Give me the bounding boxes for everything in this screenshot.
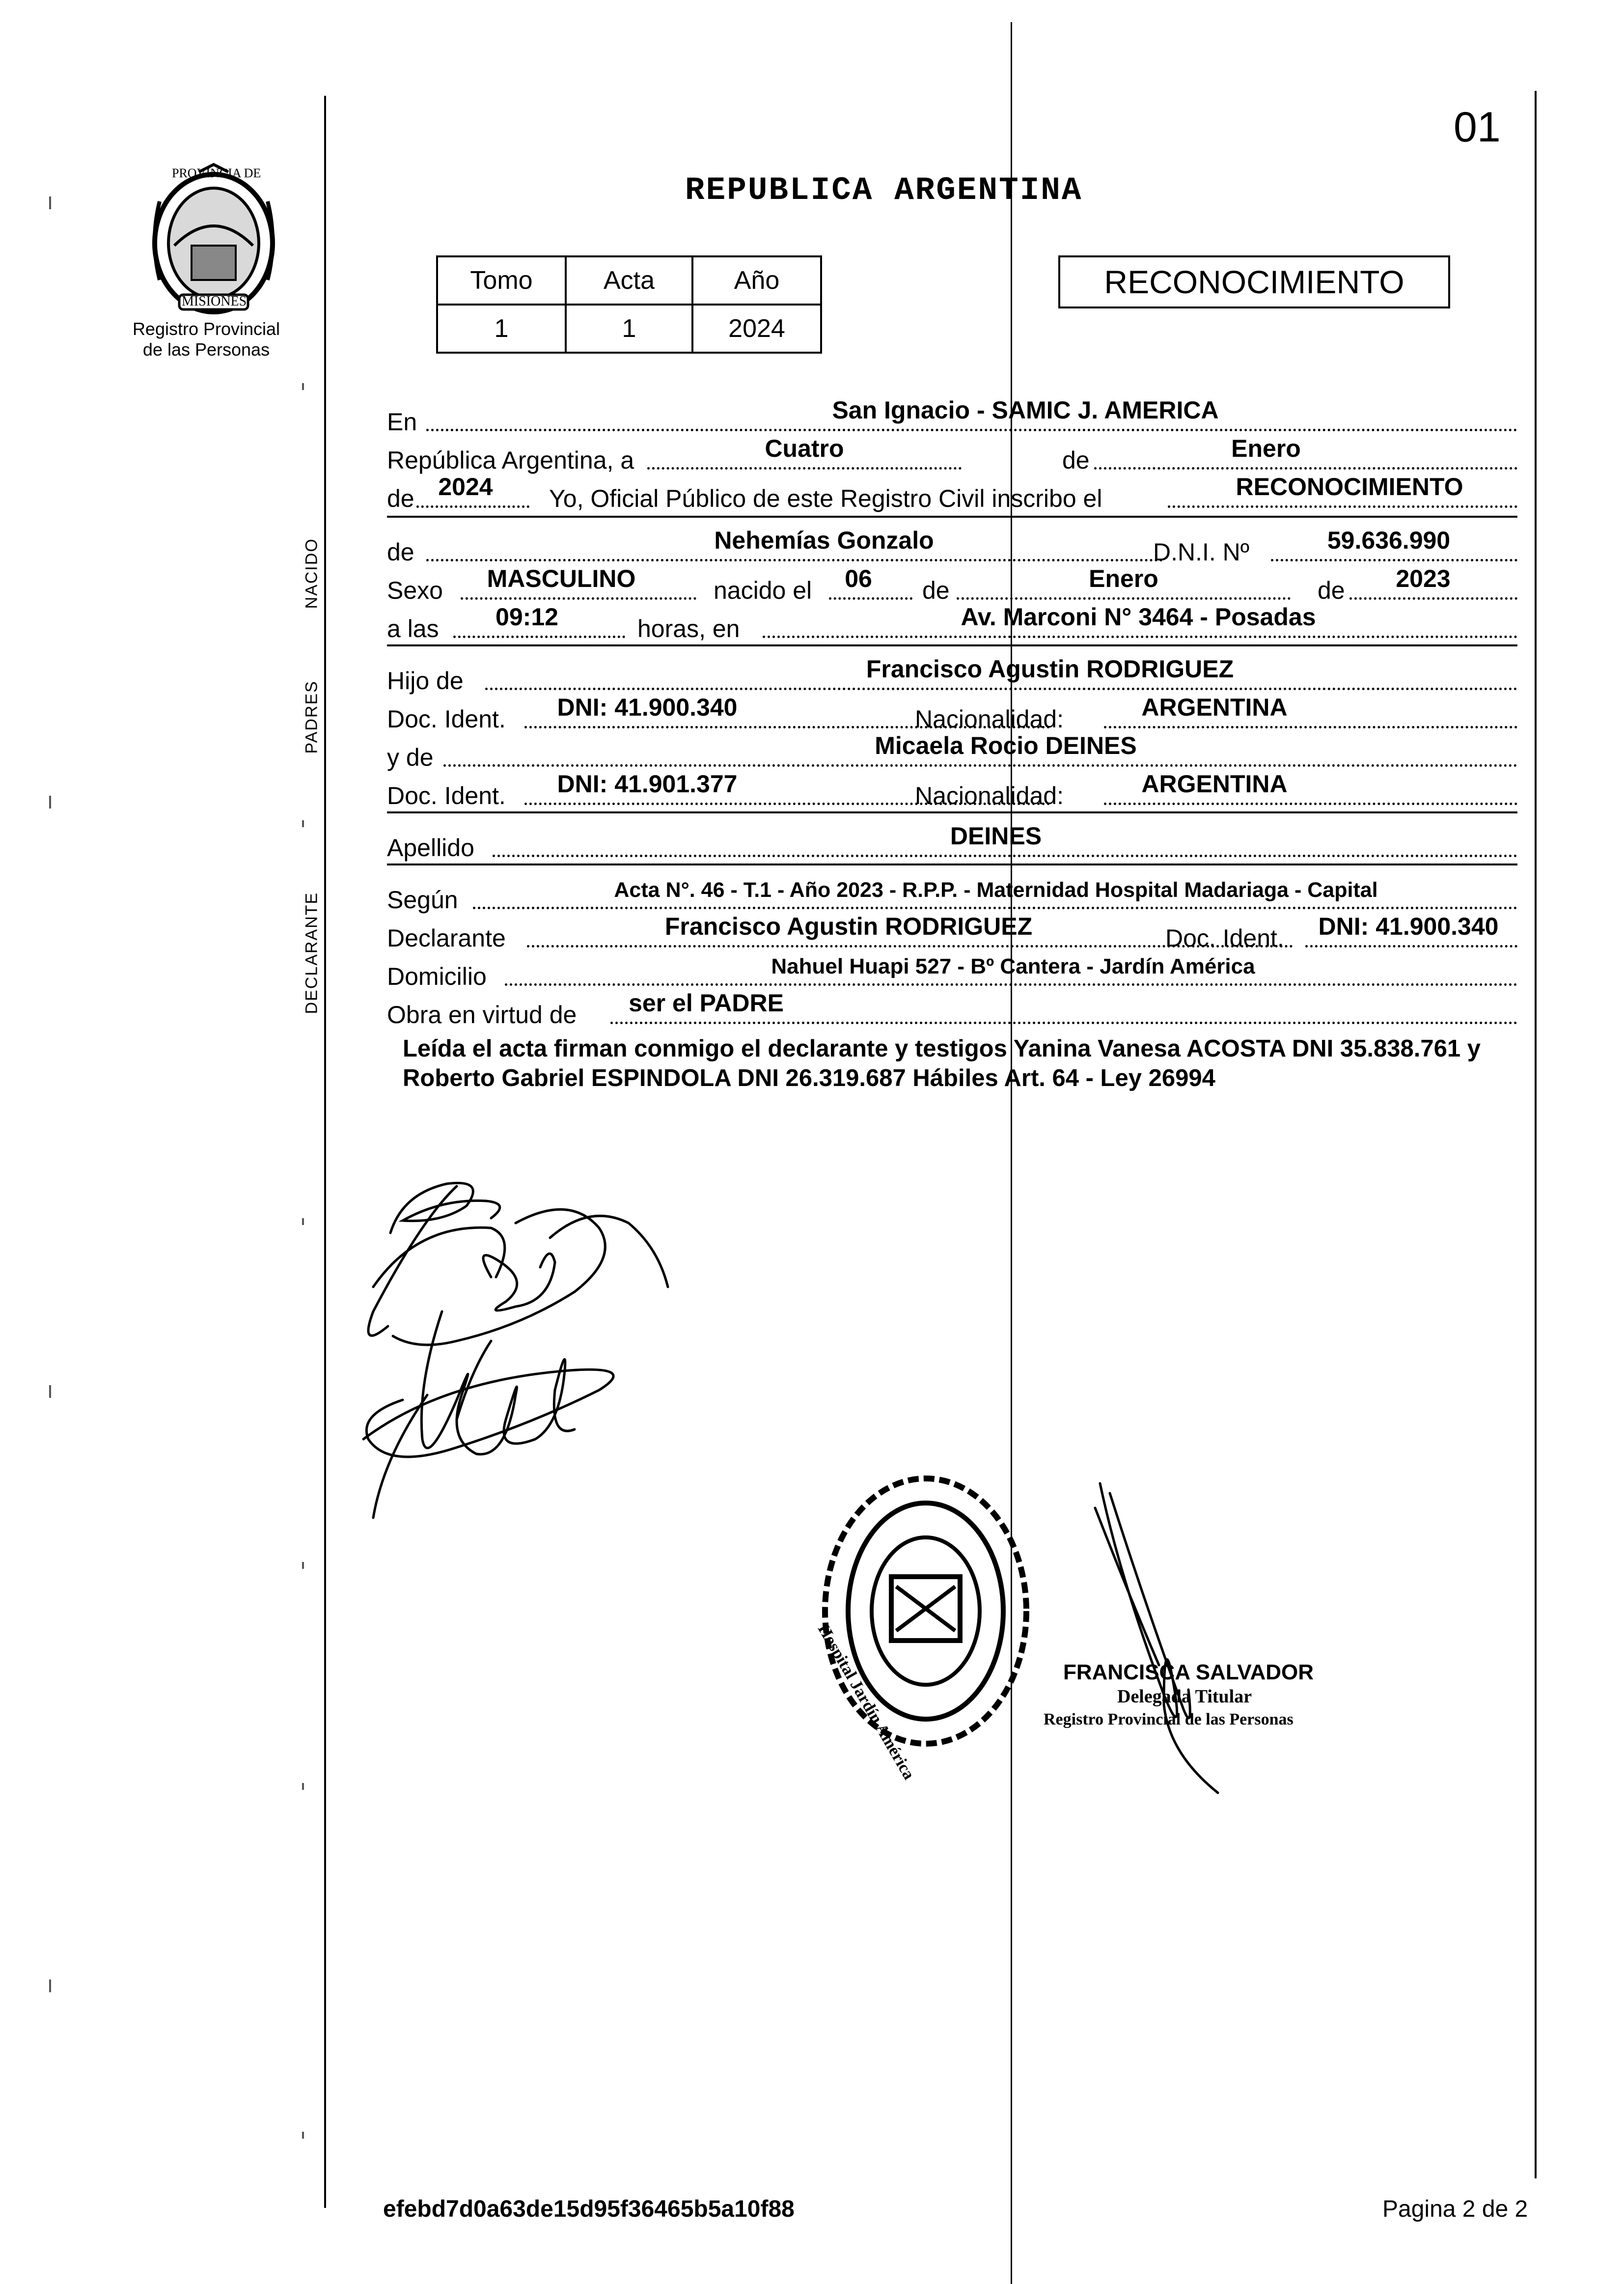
volume-act-year-table — [436, 255, 822, 354]
row-sexo — [387, 566, 1517, 605]
row-madre-doc — [387, 772, 1517, 810]
father-doc: DNI: 41.900.340 — [557, 694, 738, 721]
seal-ring-text-bottom: MISIONES — [182, 294, 247, 309]
father-name: Francisco Agustin RODRIGUEZ — [866, 655, 1234, 683]
segun-value: Acta N°. 46 - T.1 - Año 2023 - R.P.P. - Maternidad Hospital Madariaga - Capital — [614, 878, 1378, 902]
month-value: Enero — [1231, 435, 1301, 462]
en-label: En — [387, 408, 417, 436]
republica-label: República Argentina, a — [387, 446, 634, 474]
obra-value: ser el PADRE — [629, 989, 784, 1017]
sexo-value: MASCULINO — [487, 565, 636, 592]
de-label-3: de — [387, 538, 414, 566]
official-signature — [1090, 1478, 1296, 1803]
margin-tick — [49, 796, 51, 808]
document-hash: efebd7d0a63de15d95f36465b5a10f88 — [383, 2196, 795, 2222]
separator-line — [387, 811, 1517, 813]
birth-year: 2023 — [1396, 565, 1451, 592]
inscribo-label: Yo, Oficial Público de este Registro Civil inscribo el — [549, 485, 1102, 512]
margin-tick — [302, 383, 304, 390]
page-number: 01 — [1454, 104, 1501, 151]
mother-nationality: ARGENTINA — [1141, 770, 1288, 798]
row-padre — [387, 657, 1517, 695]
row-declarante — [387, 914, 1517, 952]
hospital-round-stamp — [805, 1454, 1051, 1758]
official-name: FRANCISCA SALVADOR — [1063, 1660, 1314, 1684]
seal-ring-text-top: PROVINCIA DE — [172, 166, 261, 180]
de-label-1: de — [1062, 446, 1090, 474]
en-value: San Ignacio - SAMIC J. AMERICA — [832, 396, 1219, 424]
obra-label: Obra en virtud de — [387, 1001, 577, 1029]
official-role: Delegada Titular — [1117, 1686, 1252, 1707]
row-apellido — [387, 824, 1517, 862]
registry-label-line2: de las Personas — [142, 339, 270, 360]
birth-place: Av. Marconi N° 3464 - Posadas — [961, 603, 1316, 631]
separator-line — [387, 516, 1517, 518]
apellido-value: DEINES — [950, 822, 1042, 850]
registry-label-line1: Registro Provincial — [132, 319, 280, 339]
margin-tick — [302, 1218, 304, 1225]
de-label-4: de — [922, 577, 950, 604]
segun-label: Según — [387, 886, 458, 914]
margin-tick — [302, 1783, 304, 1790]
row-inscribo — [387, 474, 1517, 513]
margin-tick — [49, 196, 51, 209]
declarante-value: Francisco Agustin RODRIGUEZ — [664, 913, 1033, 940]
inscribo-value: RECONOCIMIENTO — [1236, 473, 1463, 501]
declarante-label: Declarante — [387, 924, 506, 952]
day-value: Cuatro — [765, 435, 844, 462]
mother-nationality-label: Nacionalidad: — [915, 782, 1064, 809]
section-label-nacido: NACIDO — [302, 538, 321, 609]
row-hora — [387, 605, 1517, 643]
row-date — [387, 436, 1517, 474]
birth-time: 09:12 — [495, 603, 558, 631]
year-value: 2024 — [438, 473, 493, 501]
margin-tick — [302, 2132, 304, 2139]
margin-tick — [302, 1562, 304, 1569]
header-acta: Acta — [566, 256, 692, 305]
nombre-value: Nehemías Gonzalo — [714, 527, 934, 554]
header-ano: Año — [692, 256, 821, 305]
round-stamp-inner-text: Hospital Jardín América — [814, 1621, 918, 1783]
father-nationality: ARGENTINA — [1141, 694, 1288, 721]
birth-month: Enero — [1089, 565, 1158, 592]
section-label-padres: PADRES — [302, 680, 321, 754]
nacido-el-label: nacido el — [714, 577, 812, 604]
separator-line — [387, 644, 1517, 646]
value-ano: 2024 — [692, 305, 821, 353]
margin-tick — [49, 1385, 51, 1398]
margin-tick — [49, 1979, 51, 1992]
a-las-label: a las — [387, 615, 439, 642]
horas-en-label: horas, en — [637, 615, 740, 642]
mother-name: Micaela Rocio DEINES — [875, 732, 1137, 759]
header-tomo: Tomo — [437, 256, 566, 305]
value-tomo: 1 — [437, 305, 566, 353]
page-indicator: Pagina 2 de 2 — [1382, 2196, 1528, 2222]
dni-value: 59.636.990 — [1327, 527, 1451, 554]
row-en — [387, 398, 1517, 436]
de-label-5: de — [1318, 577, 1345, 604]
birth-day: 06 — [845, 565, 872, 592]
father-nationality-label: Nacionalidad: — [915, 705, 1064, 733]
right-margin-rule — [1535, 91, 1537, 2178]
row-domicilio — [387, 952, 1517, 991]
row-nombre — [387, 528, 1517, 566]
row-obra — [387, 991, 1517, 1029]
father-doc-label: Doc. Ident. — [387, 705, 506, 733]
domicilio-value: Nahuel Huapi 527 - Bº Cantera - Jardín América — [771, 954, 1255, 978]
row-segun — [387, 876, 1517, 914]
section-label-declarante: DECLARANTE — [302, 891, 321, 1014]
declarant-signature — [344, 1164, 810, 1537]
left-margin-rule — [324, 96, 326, 2208]
country-title: REPUBLICA ARGENTINA — [685, 172, 1083, 209]
row-padre-doc — [387, 695, 1517, 733]
closing-statement: Leída el acta firman conmigo el declarante y testigos Yanina Vanesa ACOSTA DNI 35.838.761 y Roberto Gabriel ESPINDOLA DNI 26.319.687 Hábiles Art. 64 - Ley 26994 — [403, 1035, 1481, 1091]
declarante-doc-label: Doc. Ident. — [1165, 924, 1284, 952]
dni-label: D.N.I. Nº — [1153, 538, 1250, 566]
separator-line — [387, 863, 1517, 865]
hijo-de-label: Hijo de — [387, 667, 464, 695]
de-label-2: de — [387, 485, 414, 512]
value-acta: 1 — [566, 305, 692, 353]
fold-line — [1011, 22, 1012, 2284]
domicilio-label: Domicilio — [387, 963, 487, 990]
margin-tick — [302, 820, 304, 827]
act-type-box: RECONOCIMIENTO — [1058, 255, 1450, 308]
declarante-doc: DNI: 41.900.340 — [1318, 913, 1499, 940]
mother-doc-label: Doc. Ident. — [387, 782, 506, 809]
apellido-label: Apellido — [387, 834, 474, 862]
row-madre — [387, 733, 1517, 772]
official-office: Registro Provincial de las Personas — [1044, 1710, 1294, 1728]
mother-doc: DNI: 41.901.377 — [557, 770, 738, 798]
y-de-label: y de — [387, 744, 434, 771]
sexo-label: Sexo — [387, 577, 443, 604]
